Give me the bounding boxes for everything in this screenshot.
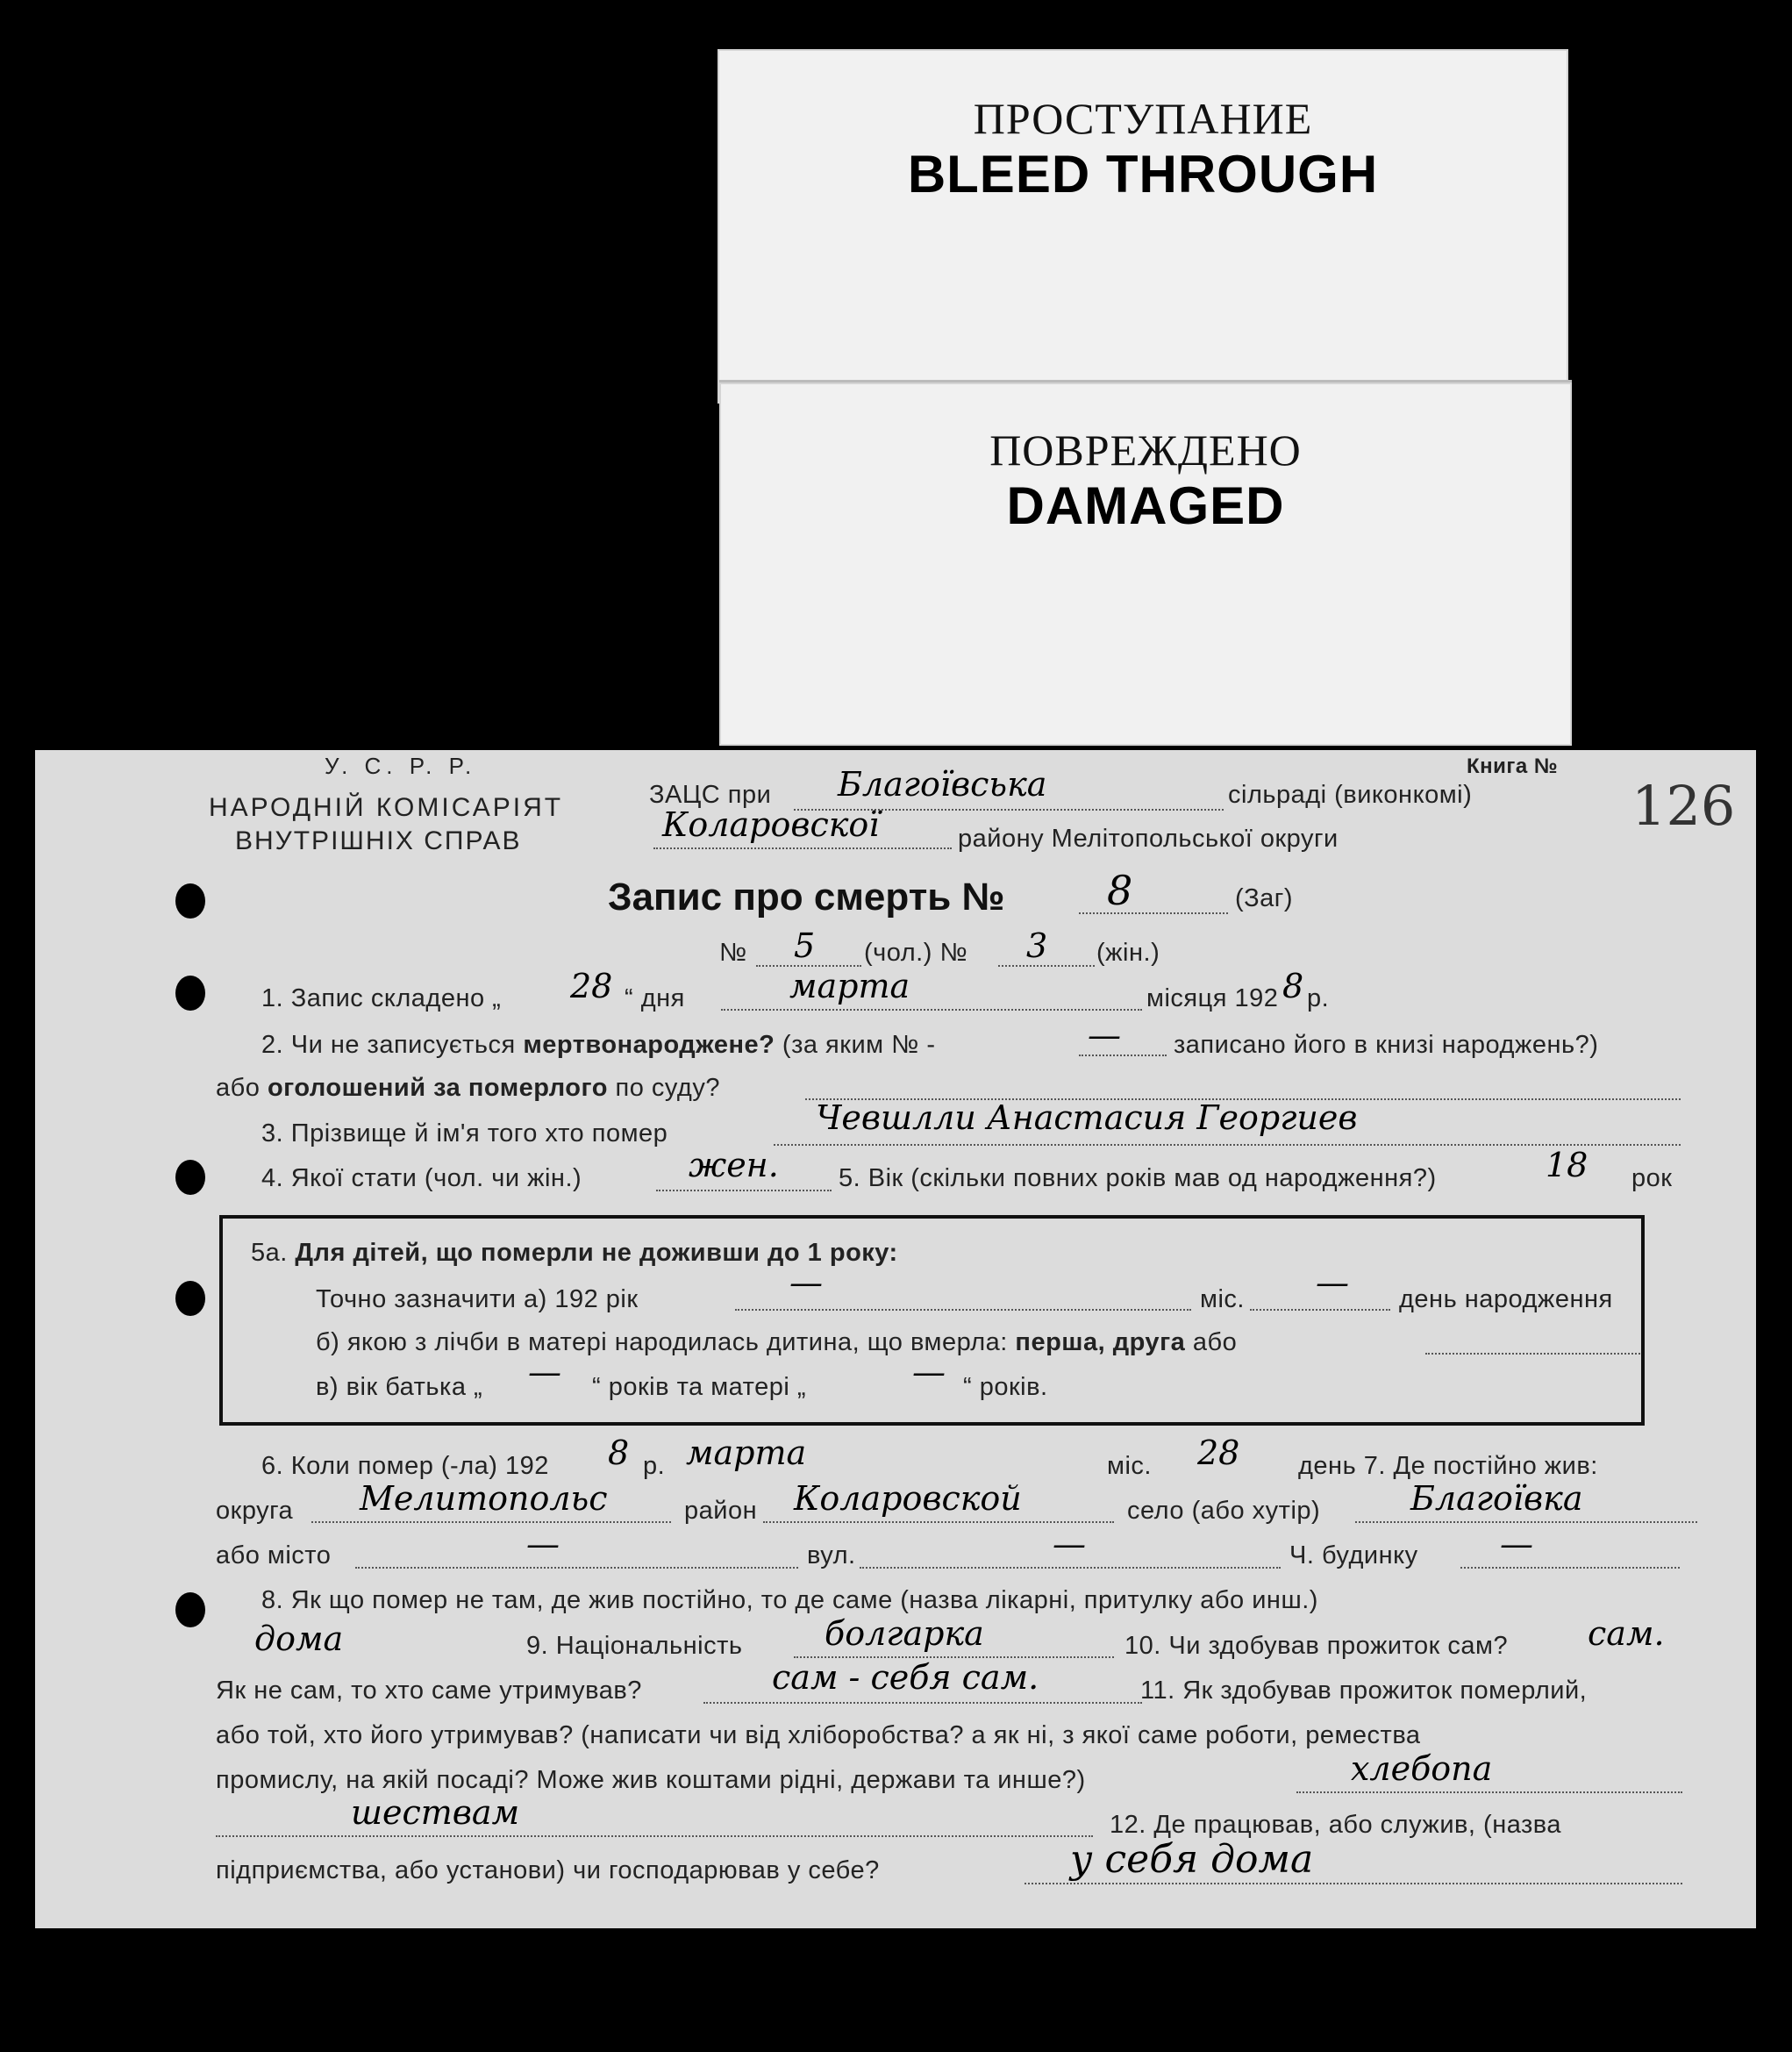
- field-11-handwritten-1: хлебопа: [1351, 1749, 1493, 1788]
- field-5a-line-1: Точно зазначити а) 192 рік: [316, 1285, 639, 1313]
- field-6-day-label: день 7. Де постійно жив:: [1298, 1452, 1598, 1480]
- field-5a-month-dash-handwritten: —: [1316, 1263, 1349, 1302]
- field-3-name-handwritten: Чевшлли Анастасия Георгиев: [816, 1098, 1358, 1137]
- field-7-misto-dash-handwritten: —: [526, 1525, 560, 1563]
- field-5-suffix: рок: [1631, 1164, 1673, 1192]
- field-5a-father-age-handwritten: —: [528, 1353, 561, 1391]
- field-1-month-suffix: місяця 192: [1146, 984, 1279, 1012]
- field-7-okruga-handwritten: Мелитопольс: [360, 1479, 608, 1518]
- field-7-budynok-label: Ч. будинку: [1289, 1541, 1418, 1569]
- field-10-handwritten: сам.: [1588, 1614, 1665, 1653]
- field-7-selo-label: село (або хутір): [1127, 1497, 1321, 1525]
- zag-label: (Заг): [1235, 884, 1294, 912]
- punch-hole: [175, 1281, 205, 1316]
- bleed-through-ru-label: ПРОСТУПАНИЕ: [973, 94, 1313, 143]
- field-7-raion-label: район: [684, 1497, 758, 1525]
- female-suffix: (жін.): [1096, 939, 1160, 967]
- field-2-line-2: або оголошений за померлого по суду?: [216, 1074, 720, 1102]
- field-5a-line-2: б) якою з лічби в матері народилась дитина, що вмерла: перша, друга або: [316, 1328, 1238, 1356]
- field-7-raion-handwritten: Коларовской: [794, 1479, 1022, 1518]
- punch-hole: [175, 1592, 205, 1627]
- page-number: 126: [1631, 774, 1736, 838]
- bleed-through-notice-card: [718, 49, 1568, 404]
- male-number-label: №: [719, 939, 747, 967]
- zags-village-handwritten: Благоївська: [838, 765, 1047, 804]
- field-5a-line-3-father: в) вік батька „: [316, 1373, 483, 1401]
- field-12-label: 12. Де працював, або служив, (назва: [1110, 1811, 1562, 1839]
- damaged-notice-card: [719, 383, 1572, 746]
- field-12-line-2: підприємства, або установи) чи господарював у себе?: [216, 1856, 880, 1884]
- ussr-label: У. С. Р. Р.: [325, 753, 477, 779]
- damaged-ru-label: ПОВРЕЖДЕНО: [989, 425, 1302, 475]
- field-5-age-handwritten: 18: [1546, 1146, 1589, 1184]
- field-5a-line-3-mother: “ років та матері „: [592, 1373, 807, 1401]
- field-6-label: 6. Коли помер (-ла) 192: [261, 1452, 549, 1480]
- zags-suffix: сільраді (виконкомі): [1228, 781, 1473, 809]
- record-number-handwritten: 8: [1107, 867, 1133, 914]
- field-1-year-handwritten: 8: [1282, 967, 1304, 1005]
- field-2-suffix: записано його в книзі народжень?): [1174, 1031, 1599, 1059]
- punch-hole: [175, 976, 205, 1011]
- female-number-handwritten: 3: [1026, 926, 1048, 965]
- field-7-misto-label: або місто: [216, 1541, 332, 1569]
- punch-hole: [175, 1160, 205, 1195]
- field-6-day-handwritten: 28: [1197, 1434, 1240, 1472]
- field-9-label: 9. Національність: [526, 1632, 743, 1660]
- field-12-handwritten: у себя дома: [1070, 1837, 1314, 1882]
- field-10-line-2-label: Як не сам, то хто саме утримував?: [216, 1677, 642, 1705]
- field-5a-line-3-suffix: “ років.: [963, 1373, 1048, 1401]
- field-11-handwritten-2: шествам: [351, 1793, 520, 1832]
- field-2-dash-handwritten: —: [1088, 1016, 1121, 1055]
- field-7-vul-dash-handwritten: —: [1053, 1525, 1086, 1563]
- field-5a-month-label: міс.: [1200, 1285, 1245, 1313]
- field-6-year-suffix: р.: [643, 1452, 666, 1480]
- field-4-label: 4. Якої стати (чол. чи жін.): [261, 1164, 582, 1192]
- field-4-sex-handwritten: жен.: [689, 1146, 779, 1184]
- field-7-selo-handwritten: Благоївка: [1410, 1479, 1583, 1518]
- record-title: Запис про смерть №: [608, 876, 1005, 919]
- bleed-through-en-label: BLEED THROUGH: [907, 145, 1379, 204]
- zags-prefix: ЗАЦС при: [649, 781, 772, 809]
- field-5a-day-label: день народження: [1399, 1285, 1613, 1313]
- field-5a-heading: 5а. Для дітей, що померли не доживши до 1 року:: [251, 1239, 898, 1267]
- field-11-label: 11. Як здобував прожиток померлий,: [1140, 1677, 1588, 1705]
- field-8-label: 8. Як що помер не там, де жив постійно, то де саме (назва лікарні, притулку або инш.): [261, 1586, 1318, 1614]
- field-2-label: 2. Чи не записується мертвонароджене? (за яким № -: [261, 1031, 936, 1059]
- commissariat-line-2: ВНУТРІШНІХ СПРАВ: [235, 826, 522, 855]
- commissariat-line-1: НАРОДНІЙ КОМІСАРІЯТ: [209, 793, 564, 822]
- field-6-month-handwritten: марта: [686, 1434, 807, 1472]
- punch-hole: [175, 883, 205, 919]
- field-11-line-2: або той, хто його утримував? (написати чи від хліборобства? а як ні, з якої саме роботи, ремества: [216, 1721, 1421, 1749]
- book-label: Книга №: [1467, 754, 1559, 778]
- male-number-handwritten: 5: [794, 926, 816, 965]
- field-1-day-suffix: “ дня: [625, 984, 685, 1012]
- field-11-line-3: промислу, на якій посаді? Може жив коштами рідні, держави та инше?): [216, 1766, 1086, 1794]
- field-8-handwritten: дома: [254, 1619, 344, 1658]
- district-suffix: району Мелітопольської округи: [958, 825, 1339, 853]
- field-7-okruga-label: округа: [216, 1497, 294, 1525]
- field-7-vul-label: вул.: [807, 1541, 856, 1569]
- field-10-line-2-handwritten: сам - себя сам.: [772, 1658, 1039, 1697]
- field-1-year-suffix: р.: [1307, 984, 1330, 1012]
- field-5a-mother-age-handwritten: —: [912, 1353, 946, 1391]
- field-5-label: 5. Вік (скільки повних років мав од народження?): [839, 1164, 1437, 1192]
- field-9-handwritten: болгарка: [825, 1614, 984, 1653]
- field-10-label: 10. Чи здобував прожиток сам?: [1124, 1632, 1509, 1660]
- field-6-year-handwritten: 8: [608, 1434, 630, 1472]
- district-handwritten: Коларовскої: [662, 805, 880, 844]
- field-7-budynok-dash-handwritten: —: [1500, 1525, 1533, 1563]
- field-6-month-label: міс.: [1107, 1452, 1152, 1480]
- field-1-day-handwritten: 28: [570, 967, 613, 1005]
- field-1-label: 1. Запис складено „: [261, 984, 502, 1012]
- field-5a-year-dash-handwritten: —: [789, 1263, 823, 1302]
- male-suffix: (чол.) №: [864, 939, 968, 967]
- field-1-month-handwritten: марта: [789, 967, 910, 1005]
- field-3-label: 3. Прізвище й ім'я того хто помер: [261, 1119, 668, 1148]
- damaged-en-label: DAMAGED: [1006, 476, 1285, 535]
